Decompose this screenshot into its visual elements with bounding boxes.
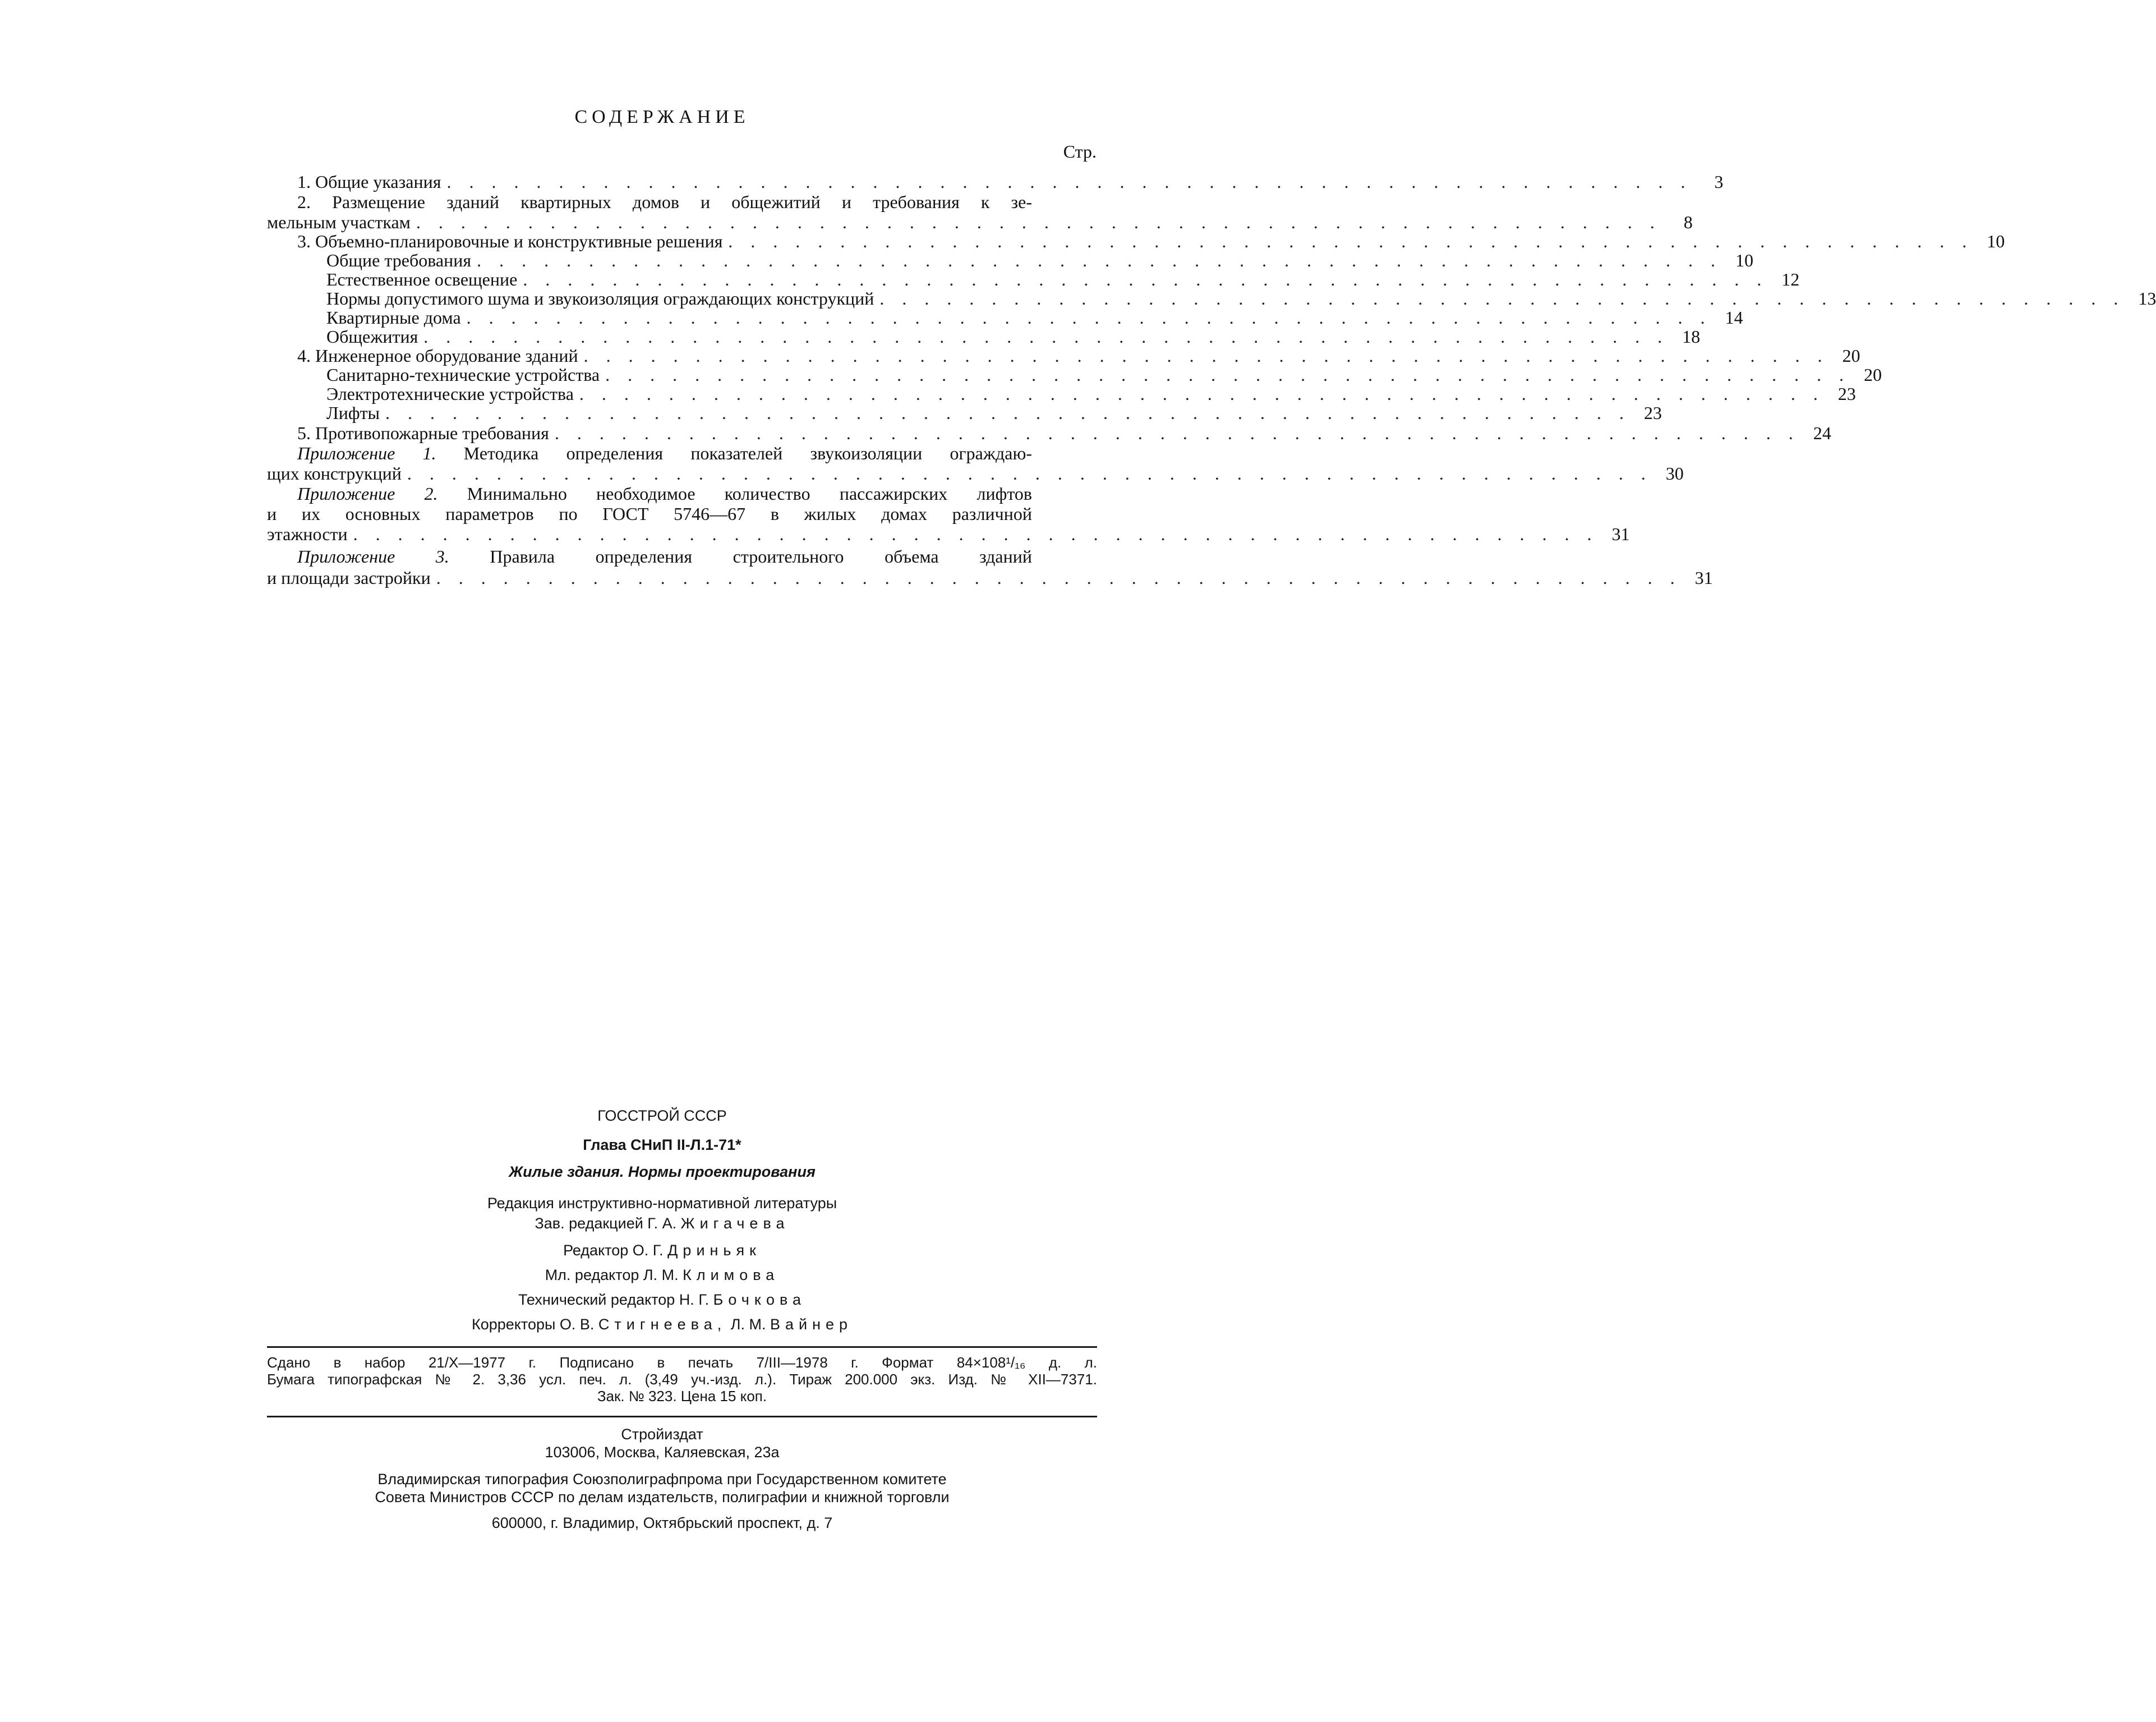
toc-entry-page: 20: [1842, 346, 1860, 366]
editor-name: Дриньяк: [667, 1242, 761, 1259]
toc-entry-page: 23: [1837, 384, 1856, 404]
toc-leader: . . . . . . . . . . . . . . . . . . . . . . . . . . . . . . . . . . . . . . . . . . . . . . . . . . . . . . . .: [728, 231, 1974, 251]
appendix-label: Приложение 1.: [297, 443, 436, 463]
toc-appendix-line: [297, 484, 1032, 504]
colophon-line: Бумага типографская № 2. 3,36 усл. печ. л. (3,49 уч.-изд. л.). Тираж 200.000 экз. Изд. № XII—7371.: [267, 1371, 1097, 1388]
toc-leader: . . . . . . . . . . . . . . . . . . . . . . . . . . . . . . . . . . . . . . . . . . . . . . . . . . . . . . . .: [353, 524, 1598, 544]
editor-label: Редактор О. Г.: [563, 1242, 664, 1259]
head-editor-label: Зав. редакцией Г. А.: [535, 1215, 677, 1232]
toc-entry: [326, 250, 1754, 270]
proofreaders: [0, 1316, 1324, 1333]
toc-entry: [326, 365, 1882, 385]
junior-editor-name: Климова: [683, 1267, 780, 1283]
toc-entry: [297, 172, 1724, 192]
toc-entry-text: этажности: [267, 524, 348, 544]
proofreader2-name: Вайнер: [770, 1316, 853, 1333]
colophon-line: Зак. № 323. Цена 15 коп.: [597, 1388, 767, 1405]
divider-rule: [267, 1346, 1097, 1348]
toc-appendix-line: [297, 443, 1032, 463]
toc-entry-page: 31: [1694, 568, 1713, 588]
toc-leader: . . . . . . . . . . . . . . . . . . . . . . . . . . . . . . . . . . . . . . . . . . . . . . . . . . . . . . . .: [446, 172, 1692, 192]
tech-editor-label: Технический редактор Н. Г.: [518, 1291, 710, 1308]
editorial-office: Редакция инструктивно-нормативной литературы: [487, 1195, 837, 1212]
toc-entry-page: 10: [1735, 250, 1754, 270]
junior-editor-label: Мл. редактор Л. М.: [545, 1267, 679, 1283]
toc-leader: . . . . . . . . . . . . . . . . . . . . . . . . . . . . . . . . . . . . . . . . . . . . . . . . . . . . . . . .: [523, 269, 1768, 289]
proofreaders-label: Корректоры О. В.: [471, 1316, 595, 1333]
toc-entry-text: 1. Общие указания: [297, 172, 441, 192]
toc-entry: [267, 212, 1693, 232]
toc-entry-text: и их основных параметров по ГОСТ 5746—67 в жилых домах различной: [267, 504, 1032, 524]
toc-entry-text: 4. Инженерное оборудование зданий: [297, 346, 578, 366]
toc-entry-text: Лифты: [326, 403, 380, 423]
appendix-label: Приложение 3.: [297, 546, 449, 567]
toc-leader: . . . . . . . . . . . . . . . . . . . . . . . . . . . . . . . . . . . . . . . . . . . . . . . . . . . . . . . .: [466, 307, 1712, 328]
toc-entry: [326, 403, 1662, 423]
printer-line: Совета Министров СССР по делам издательств, полиграфии и книжной торговли: [375, 1489, 950, 1505]
toc-entry-text: Санитарно-технические устройства: [326, 365, 600, 385]
toc-entry-text: мельным участкам: [267, 212, 411, 232]
toc-entry-page: 30: [1665, 463, 1684, 484]
toc-entry: [326, 307, 1743, 328]
tech-editor-name: Бочкова: [713, 1291, 807, 1308]
toc-entry-page: 13: [2138, 288, 2156, 309]
toc-entry-text: Естественное освещение: [326, 269, 518, 289]
colophon-line: Сдано в набор 21/X—1977 г. Подписано в печать 7/III—1978 г. Формат 84×108¹/₁₆ д. л.: [267, 1354, 1097, 1371]
toc-leader: . . . . . . . . . . . . . . . . . . . . . . . . . . . . . . . . . . . . . . . . . . . . . . . . . . . . . . . .: [407, 463, 1652, 484]
toc-entry-page: 31: [1611, 524, 1630, 544]
toc-title: СОДЕРЖАНИЕ: [574, 107, 750, 127]
toc-entry-page: 3: [1714, 172, 1724, 192]
toc-leader: . . . . . . . . . . . . . . . . . . . . . . . . . . . . . . . . . . . . . . . . . . . . . . . . . . . . . . . .: [879, 288, 2125, 309]
toc-entry-text: Нормы допустимого шума и звукоизоляция ограждающих конструкций: [326, 288, 874, 309]
toc-entry: [297, 231, 2005, 251]
toc-leader: . . . . . . . . . . . . . . . . . . . . . . . . . . . . . . . . . . . . . . . . . . . . . . . . . . . . . . . .: [416, 212, 1661, 232]
toc-entry-page: 12: [1781, 269, 1800, 289]
toc-entry: [326, 326, 1701, 347]
proofreader2-initials: Л. М.: [730, 1316, 766, 1333]
junior-editor: [0, 1267, 1324, 1284]
printer-address: 600000, г. Владимир, Октябрьский проспект, д. 7: [491, 1514, 833, 1531]
tech-editor: [0, 1291, 1324, 1309]
publisher-name: Стройиздат: [621, 1426, 703, 1443]
toc-leader: . . . . . . . . . . . . . . . . . . . . . . . . . . . . . . . . . . . . . . . . . . . . . . . . . . . . . . . .: [477, 250, 1722, 270]
printer-line: Владимирская типография Союзполиграфпрома при Государственном комитете: [377, 1471, 947, 1488]
toc-entry: [326, 269, 1800, 289]
toc-entry-text: Общие требования: [326, 250, 472, 270]
chapter-code: Глава СНиП II-Л.1-71*: [583, 1136, 741, 1153]
toc-entry: [326, 384, 1856, 404]
toc-entry: [267, 463, 1684, 484]
toc-entry-text: Минимально необходимое количество пассажирских лифтов: [467, 484, 1033, 504]
toc-entry-page: 23: [1644, 403, 1662, 423]
toc-leader: . . . . . . . . . . . . . . . . . . . . . . . . . . . . . . . . . . . . . . . . . . . . . . . . . . . . . . . .: [583, 346, 1829, 366]
appendix-label: Приложение 2.: [297, 484, 438, 504]
toc-entry-page: 20: [1864, 365, 1882, 385]
toc-entry-text: Электротехнические устройства: [326, 384, 574, 404]
book-title: Жилые здания. Нормы проектирования: [509, 1163, 816, 1180]
publisher-org: ГОССТРОЙ СССР: [597, 1107, 727, 1124]
editor: [0, 1242, 1324, 1259]
toc-leader: . . . . . . . . . . . . . . . . . . . . . . . . . . . . . . . . . . . . . . . . . . . . . . . . . . . . . . . .: [554, 423, 1800, 443]
toc-entry-text: Правила определения строительного объема зданий: [490, 546, 1033, 567]
toc-entry-text: 2. Размещение зданий квартирных домов и общежитий и требования к зе-: [297, 192, 1032, 212]
toc-entry-page: 24: [1813, 423, 1831, 443]
proofreader1-name: Стигнеева,: [598, 1316, 727, 1333]
toc-entry-text: и площади застройки: [267, 568, 431, 588]
toc-entry-text: щих конструкций: [267, 463, 402, 484]
toc-entry: [267, 568, 1713, 588]
toc-entry-page: 14: [1725, 307, 1743, 328]
toc-entry-page: 18: [1682, 326, 1701, 347]
toc-entry: [267, 524, 1630, 544]
toc-entry-text: Квартирные дома: [326, 307, 461, 328]
toc-entry-text: Общежития: [326, 326, 418, 347]
head-editor: [0, 1215, 1324, 1232]
toc-leader: . . . . . . . . . . . . . . . . . . . . . . . . . . . . . . . . . . . . . . . . . . . . . . . . . . . . . . . .: [605, 365, 1851, 385]
toc-entry: [326, 288, 2156, 309]
toc-leader: . . . . . . . . . . . . . . . . . . . . . . . . . . . . . . . . . . . . . . . . . . . . . . . . . . . . . . . .: [436, 568, 1682, 588]
divider-rule: [267, 1416, 1097, 1417]
toc-leader: . . . . . . . . . . . . . . . . . . . . . . . . . . . . . . . . . . . . . . . . . . . . . . . . . . . . . . . .: [385, 403, 1631, 423]
pages-column-header: Стр.: [1063, 141, 1097, 162]
toc-entry-text: 3. Объемно-планировочные и конструктивные решения: [297, 231, 723, 251]
toc-appendix-line: [297, 546, 1032, 567]
toc-entry: [297, 423, 1831, 443]
toc-entry-text: Методика определения показателей звукоизоляции ограждаю-: [463, 443, 1033, 463]
publisher-address: 103006, Москва, Каляевская, 23а: [545, 1444, 780, 1461]
toc-entry-page: 10: [1987, 231, 2005, 251]
toc-leader: . . . . . . . . . . . . . . . . . . . . . . . . . . . . . . . . . . . . . . . . . . . . . . . . . . . . . . . .: [423, 326, 1669, 347]
toc-entry-page: 8: [1683, 212, 1693, 232]
head-editor-name: Жигачева: [680, 1215, 790, 1232]
toc-entry: [297, 346, 1860, 366]
toc-leader: . . . . . . . . . . . . . . . . . . . . . . . . . . . . . . . . . . . . . . . . . . . . . . . . . . . . . . . .: [579, 384, 1825, 404]
toc-entry-text: 5. Противопожарные требования: [297, 423, 549, 443]
